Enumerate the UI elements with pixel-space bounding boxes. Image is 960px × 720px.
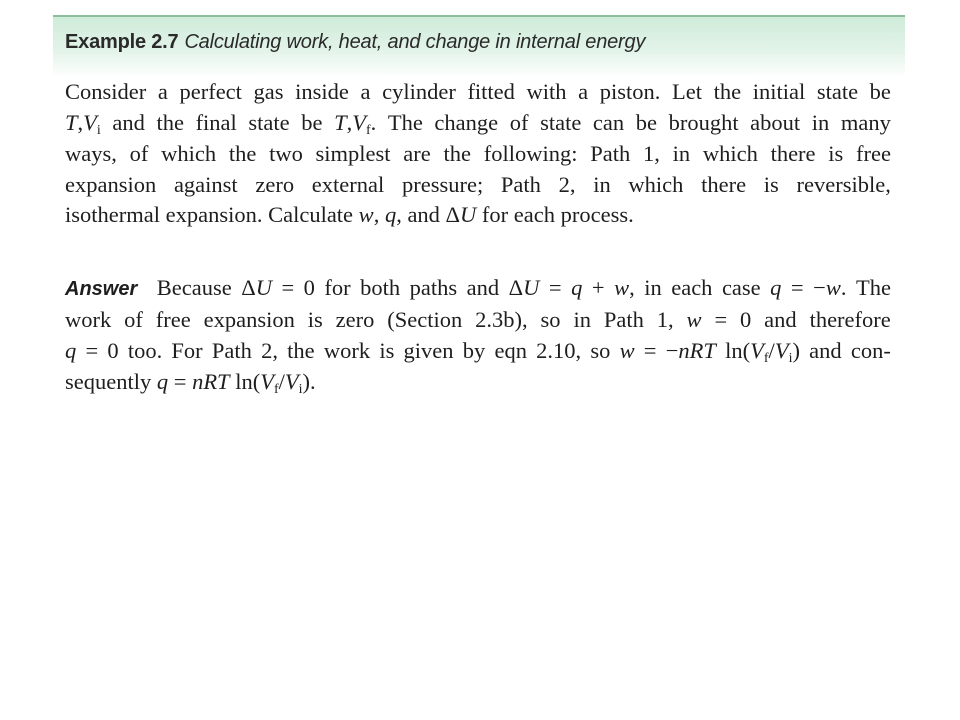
answer-line-1: Answer Because ΔU = 0 for both paths and ΔU = q + w, in each case q = −w. The — [65, 275, 891, 300]
example-heading — [65, 31, 645, 54]
answer-line-4: sequently q = nRT $\ln(V_f/V_i)$. — [65, 369, 316, 397]
answer-label: Answer — [65, 278, 138, 300]
answer-line-3: q = 0 too. For Path 2, the work is given by eqn 2.10, so w = −nRT $\ln(V_f/V_i)$ and con- — [65, 338, 891, 366]
problem-line-4: expansion against zero external pressure; Path 2, in which there is reversible, — [65, 172, 891, 197]
problem-line-5: isothermal expansion. Calculate w, q, and ΔU for each process. — [65, 202, 634, 227]
problem-line-2: $T,V_i$ and the final state be $T,V_f$. The change of state can be brought about in many — [65, 110, 891, 138]
problem-line-3: ways, of which the two simplest are the following: Path 1, in which there is free — [65, 141, 891, 166]
example-header-rule — [53, 15, 905, 17]
example-title: Calculating work, heat, and change in internal energy — [184, 31, 646, 53]
example-label: Example 2.7 — [65, 31, 179, 53]
problem-line-1: Consider a perfect gas inside a cylinder fitted with a piston. Let the initial state be — [65, 79, 891, 104]
answer-line-2: work of free expansion is zero (Section 2.3b), so in Path 1, w = 0 and therefore — [65, 307, 891, 332]
